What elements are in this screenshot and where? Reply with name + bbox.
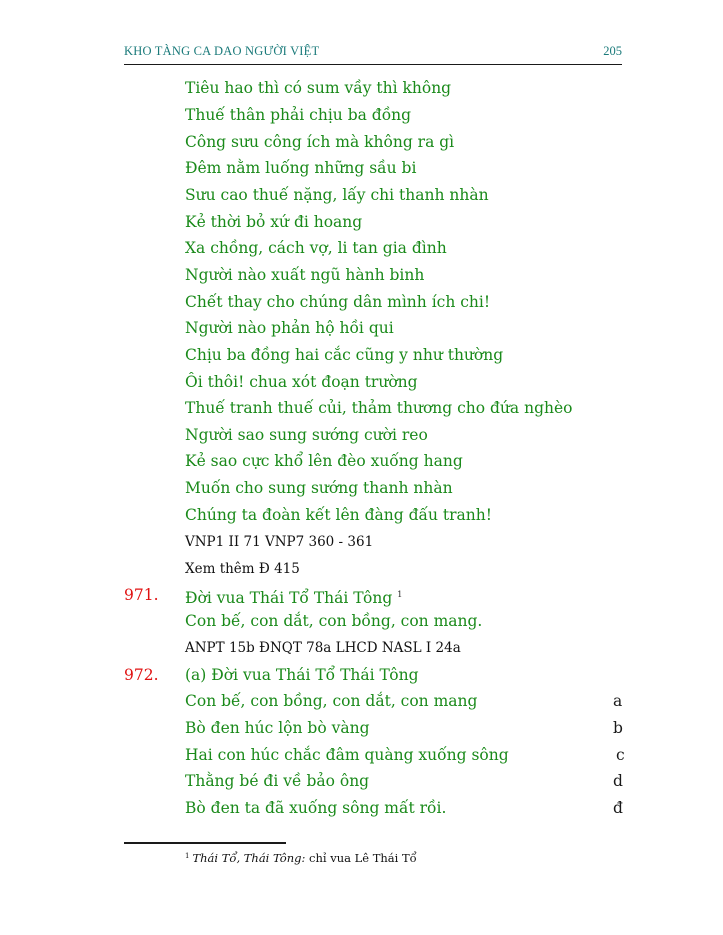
book-title: KHO TÀNG CA DAO NGƯỜI VIỆT	[124, 44, 320, 58]
verse-line	[185, 585, 402, 608]
verse-line: Chịu ba đồng hai cắc cũng y như thường	[185, 346, 504, 364]
verse-line: Con bế, con bồng, con dắt, con mang	[185, 692, 478, 710]
verse-line: Chúng ta đoàn kết lên đàng đấu tranh!	[185, 506, 492, 524]
variant-mark: c	[616, 746, 625, 764]
variant-mark: b	[613, 719, 623, 737]
verse-line: Công sưu công ích mà không ra gì	[185, 133, 455, 151]
footnote-divider	[124, 842, 286, 844]
variant-mark: a	[613, 692, 623, 710]
entry-number: 971.	[124, 586, 159, 604]
verse-line: Ôi thôi! chua xót đoạn trường	[185, 373, 418, 391]
verse-line: Bò đen ta đã xuống sông mất rồi.	[185, 799, 447, 817]
running-header	[124, 44, 622, 65]
entry-number: 972.	[124, 666, 159, 684]
footnote-number: 1	[185, 852, 190, 860]
footnote	[185, 851, 417, 865]
verse-line: Chết thay cho chúng dân mình ích chi!	[185, 293, 491, 311]
verse-line: Con bế, con dắt, con bồng, con mang.	[185, 612, 483, 630]
see-also-reference: Xem thêm Đ 415	[185, 561, 300, 577]
variant-mark: đ	[613, 799, 623, 817]
verse-text: Đời vua Thái Tổ Thái Tông	[185, 589, 393, 607]
verse-line: Người sao sung sướng cười reo	[185, 426, 428, 444]
verse-line: Tiêu hao thì có sum vầy thì không	[185, 79, 452, 97]
verse-line: Kẻ thời bỏ xứ đi hoang	[185, 213, 363, 231]
footnote-ref: 1	[397, 590, 403, 599]
verse-line: Hai con húc chắc đâm quàng xuống sông	[185, 746, 509, 764]
verse-line: Kẻ sao cực khổ lên đèo xuống hang	[185, 452, 463, 470]
verse-line: Người nào xuất ngũ hành binh	[185, 266, 425, 284]
verse-line: Thằng bé đi về bảo ông	[185, 772, 370, 790]
footnote-text: chỉ vua Lê Thái Tổ	[305, 851, 417, 865]
verse-line: Xa chồng, cách vợ, li tan gia đình	[185, 239, 447, 257]
verse-line: Muốn cho sung sướng thanh nhàn	[185, 479, 453, 497]
verse-line: Thuế tranh thuế củi, thảm thương cho đứa nghèo	[185, 399, 573, 417]
verse-line: Thuế thân phải chịu ba đồng	[185, 106, 412, 124]
verse-line: (a) Đời vua Thái Tổ Thái Tông	[185, 666, 419, 684]
source-reference: ANPT 15b ĐNQT 78a LHCD NASL I 24a	[185, 640, 461, 656]
verse-line: Đêm nằm luống những sầu bi	[185, 159, 417, 177]
source-reference: VNP1 II 71 VNP7 360 - 361	[185, 534, 374, 550]
variant-mark: d	[613, 772, 623, 790]
verse-line: Sưu cao thuế nặng, lấy chi thanh nhàn	[185, 186, 489, 204]
verse-line: Người nào phản hộ hồi qui	[185, 319, 394, 337]
page-number: 205	[603, 44, 622, 58]
footnote-term: Thái Tổ, Thái Tông:	[192, 851, 306, 865]
verse-line: Bò đen húc lộn bò vàng	[185, 719, 370, 737]
